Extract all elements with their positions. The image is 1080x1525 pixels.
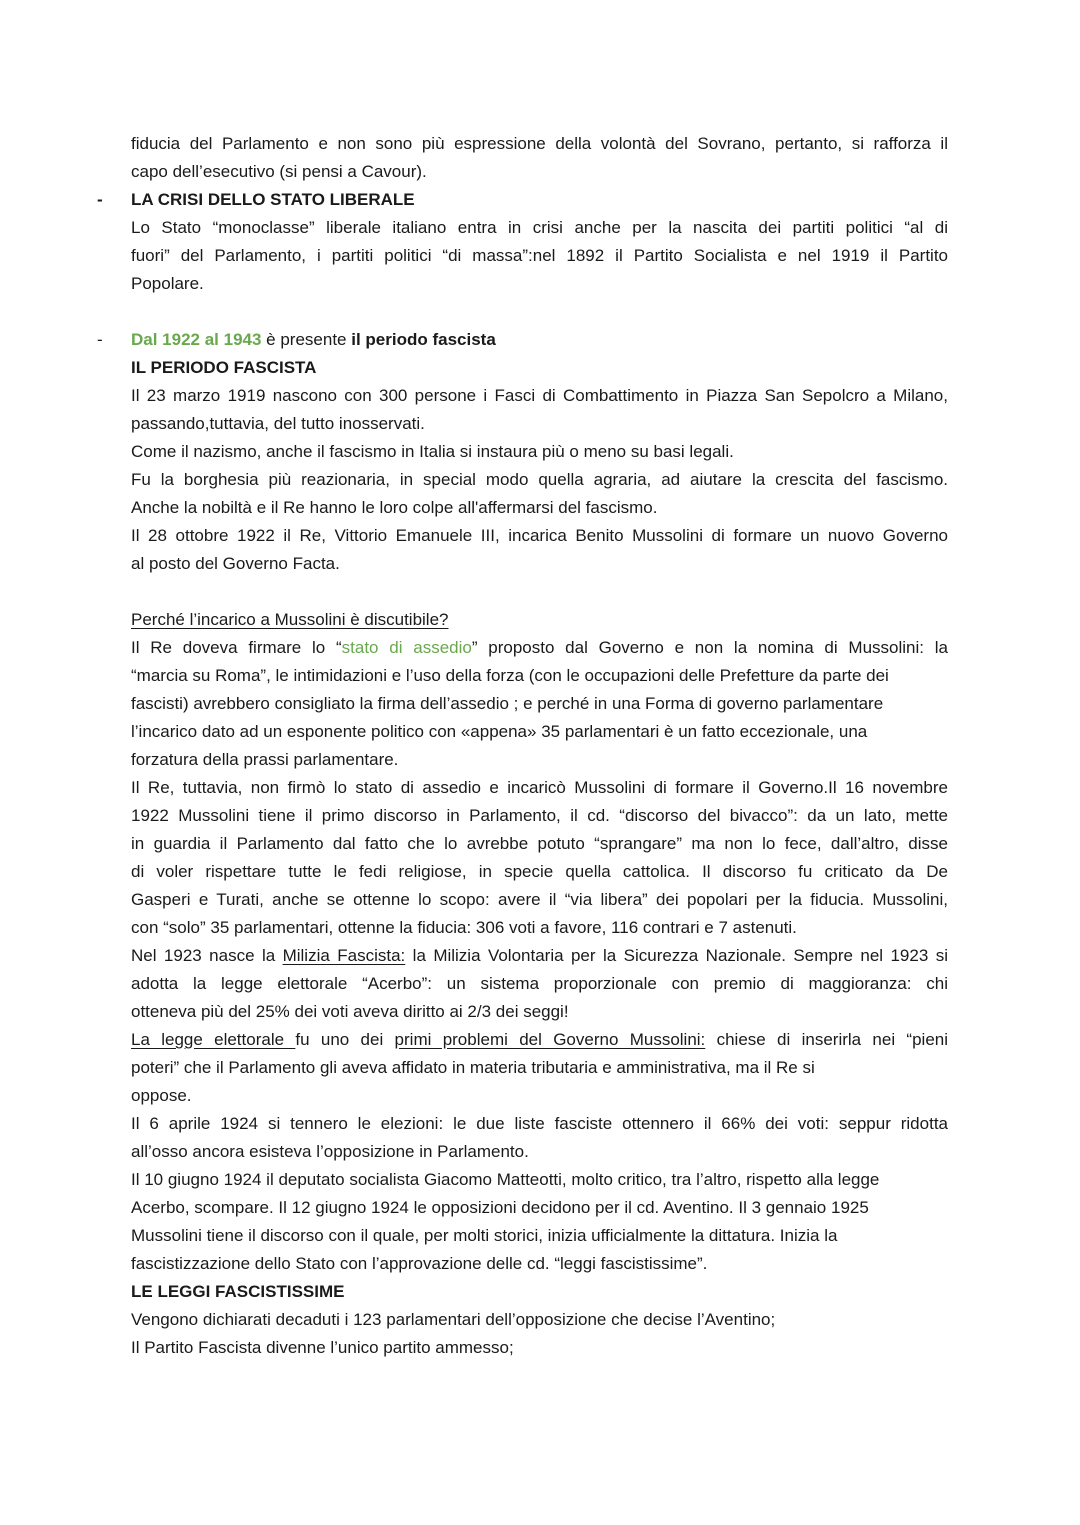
period-intro-row (97, 326, 948, 354)
intro-paragraph (131, 130, 948, 186)
text-line: “marcia su Roma”, le intimidazioni e l’uso della forza (con le occupazioni delle Prefetture da parte dei (131, 666, 889, 685)
text-line: Acerbo, scompare. Il 12 giugno 1924 le opposizioni decidono per il cd. Aventino. Il 3 gennaio 1925 (131, 1198, 869, 1217)
text-line: Il Partito Fascista divenne l’unico partito ammesso; (131, 1338, 514, 1357)
spacer (131, 298, 948, 326)
text-line: poteri” che il Parlamento gli aveva affidato in materia tributaria e amministrativa, ma il Re si (131, 1058, 815, 1077)
text-line: Il 6 aprile 1924 si tennero le elezioni: le due liste fasciste ottennero il 66% dei voti: seppur ridotta (131, 1114, 948, 1133)
text-segment: chiese di inserirla nei “pieni (705, 1030, 949, 1049)
text-line: Lo Stato “monoclasse” liberale italiano entra in crisi anche per la nascita dei partiti politici “al di (131, 218, 948, 237)
text-line (131, 634, 948, 662)
section-leggi-fascistissime (131, 1278, 948, 1362)
section-crisi-stato-liberale (97, 186, 948, 298)
text-segment: fu uno dei (295, 1030, 395, 1049)
section-question: Perché l’incarico a Mussolini è discutibile? (131, 610, 449, 629)
text-line: Il 23 marzo 1919 nascono con 300 persone i Fasci di Combattimento in Piazza San Sepolcro a Milano, (131, 386, 948, 405)
text-line: fascisti) avrebbero consigliato la firma dell’assedio ; e perché in una Forma di governo parlamentare (131, 694, 884, 713)
text-line: otteneva più del 25% dei voti aveva diritto ai 2/3 dei seggi! (131, 1002, 569, 1021)
text-line: in guardia il Parlamento dal fatto che lo avrebbe potuto “sprangare” ma non lo fece, dall’altro, disse (131, 834, 948, 853)
text-segment: Nel 1923 nasce la (131, 946, 283, 965)
text-line: fuori” del Parlamento, i partiti politici “di massa”:nel 1892 il Partito Socialista e nel 1919 il Partito (131, 246, 948, 265)
text-line: capo dell’esecutivo (si pensi a Cavour). (131, 162, 427, 181)
text-line: oppose. (131, 1086, 192, 1105)
spacer (131, 578, 948, 606)
text-line: Mussolini tiene il discorso con il quale, per molti storici, inizia ufficialmente la dittatura. Inizia la (131, 1226, 838, 1245)
text-line: adotta la legge elettorale “Acerbo”: un sistema proporzionale con premio di maggioranza: chi (131, 974, 948, 993)
text-line: l’incarico dato ad un esponente politico con «appena» 35 parlamentari è un fatto eccezionale, una (131, 722, 868, 741)
section-periodo-fascista (97, 326, 948, 578)
text-line: con “solo” 35 parlamentari, ottenne la fiducia: 306 voti a favore, 116 contrari e 7 astenuti. (131, 918, 797, 937)
text-segment: ” proposto dal Governo e non la nomina di Mussolini: la (471, 638, 948, 657)
document-body (97, 130, 949, 1362)
period-dates: Dal 1922 al 1943 (131, 330, 262, 349)
section-heading: LA CRISI DELLO STATO LIBERALE (131, 190, 415, 209)
section-heading-row (97, 186, 948, 214)
text-line: fascistizzazione dello Stato con l’approvazione delle cd. “leggi fascistissime”. (131, 1254, 708, 1273)
section-heading: LE LEGGI FASCISTISSIME (131, 1282, 345, 1301)
text-segment: Il Re doveva firmare lo “ (131, 638, 342, 657)
section-heading: IL PERIODO FASCISTA (131, 358, 317, 377)
text-line (131, 1026, 948, 1054)
legge-elettorale-underlined: La legge elettorale (131, 1030, 296, 1049)
text-line: forzatura della prassi parlamentare. (131, 750, 399, 769)
stato-di-assedio-highlight: stato di assedio (341, 638, 472, 657)
text-line: passando,tuttavia, del tutto inosservati. (131, 414, 425, 433)
section-incarico-mussolini (131, 606, 948, 1278)
text-line: Il 28 ottobre 1922 il Re, Vittorio Emanuele III, incarica Benito Mussolini di formare un nuovo Governo (131, 526, 948, 545)
text-line: Gasperi e Turati, anche se ottenne lo scopo: avere il “via libera” dei popolari per la fiducia. Mussolini, (131, 890, 948, 909)
text-line: fiducia del Parlamento e non sono più espressione della volontà del Sovrano, pertanto, si rafforza il (131, 134, 948, 153)
text-line: 1922 Mussolini tiene il primo discorso in Parlamento, il cd. “discorso del bivacco”: da un lato, mette (131, 806, 948, 825)
period-intro-text: è presente (261, 330, 352, 349)
text-line: Fu la borghesia più reazionaria, in special modo quella agraria, ad aiutare la crescita del fascismo. (131, 470, 948, 489)
text-line: all’osso ancora esisteva l’opposizione in Parlamento. (131, 1142, 529, 1161)
bullet-dash-icon: - (97, 330, 103, 349)
text-line: Popolare. (131, 274, 204, 293)
text-line: Il 10 giugno 1924 il deputato socialista Giacomo Matteotti, molto critico, tra l’altro, rispetto alla legge (131, 1170, 880, 1189)
text-line: Vengono dichiarati decaduti i 123 parlamentari dell’opposizione che decise l’Aventino; (131, 1310, 776, 1329)
text-line: al posto del Governo Facta. (131, 554, 340, 573)
text-line: di voler rispettare tutte le fedi religiose, in specie quella cattolica. Il discorso fu criticato da De (131, 862, 948, 881)
milizia-fascista-underlined: Milizia Fascista: (282, 946, 406, 965)
bullet-dash-icon: - (97, 190, 103, 209)
text-line (131, 942, 948, 970)
primi-problemi-underlined: primi problemi del Governo Mussolini: (394, 1030, 706, 1049)
period-intro-bold: il periodo fascista (351, 330, 496, 349)
text-line: Come il nazismo, anche il fascismo in Italia si instaura più o meno su basi legali. (131, 442, 734, 461)
text-line: Anche la nobiltà e il Re hanno le loro colpe all'affermarsi del fascismo. (131, 498, 658, 517)
text-line: Il Re, tuttavia, non firmò lo stato di assedio e incaricò Mussolini di formare il Governo.Il 16 novembre (131, 778, 948, 797)
text-segment: la Milizia Volontaria per la Sicurezza Nazionale. Sempre nel 1923 si (405, 946, 948, 965)
